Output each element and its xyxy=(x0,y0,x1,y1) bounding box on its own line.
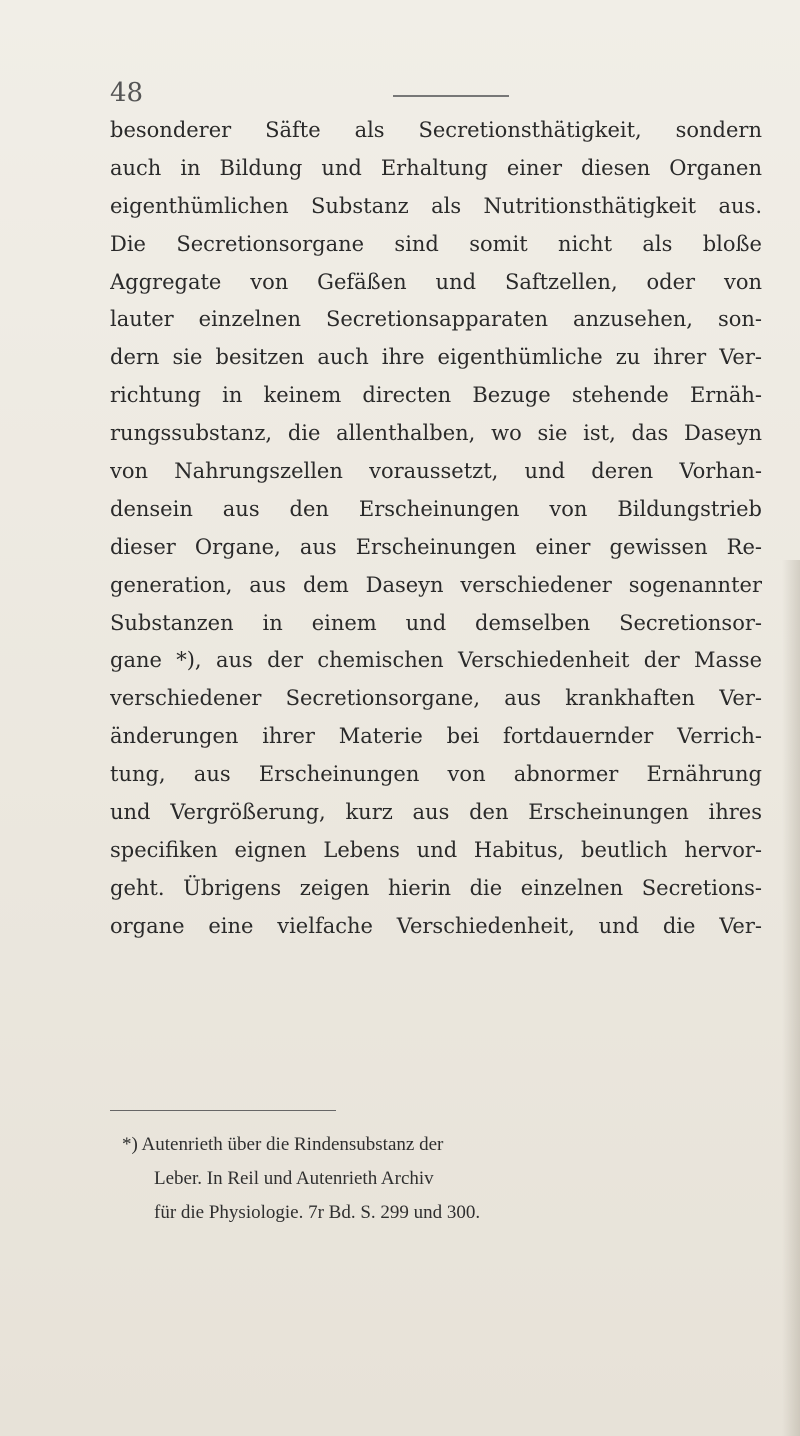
header-rule xyxy=(393,95,509,97)
text-line: densein aus den Erscheinungen von Bildungstrieb xyxy=(110,496,762,521)
text-line: Substanzen in einem und demselben Secretionsor- xyxy=(110,610,762,635)
text-line: von Nahrungszellen voraussetzt, und deren Vorhan- xyxy=(110,459,762,484)
text-line: verschiedener Secretionsorgane, aus krankhaften Ver- xyxy=(110,686,762,711)
text-line: und Vergrößerung, kurz aus den Erscheinungen ihres xyxy=(110,800,762,825)
text-line: auch in Bildung und Erhaltung einer diesen Organen xyxy=(110,155,762,180)
text-line: lauter einzelnen Secretionsapparaten anzusehen, son- xyxy=(110,307,762,332)
text-line: gane *), aus der chemischen Verschiedenheit der Masse xyxy=(110,648,762,673)
footnote-line: *) Autenrieth über die Rindensubstanz der xyxy=(122,1134,444,1155)
text-line: organe eine vielfache Verschiedenheit, und die Ver- xyxy=(110,913,762,938)
text-line: specifiken eignen Lebens und Habitus, beutlich hervor- xyxy=(110,837,762,862)
footnote-rule xyxy=(110,1110,336,1111)
text-line: dern sie besitzen auch ihre eigenthümliche zu ihrer Ver- xyxy=(110,345,762,370)
text-line: Die Secretionsorgane sind somit nicht als bloße xyxy=(110,231,762,256)
text-line: geht. Übrigens zeigen hierin die einzelnen Secretions- xyxy=(110,875,762,900)
text-line: Aggregate von Gefäßen und Saftzellen, oder von xyxy=(110,269,762,294)
page-number: 48 xyxy=(110,78,144,108)
body-text xyxy=(110,112,762,946)
text-line: generation, aus dem Daseyn verschiedener sogenannter xyxy=(110,572,762,597)
text-line: eigenthümlichen Substanz als Nutritionsthätigkeit aus. xyxy=(110,193,762,218)
page-edge-shadow xyxy=(782,560,800,1436)
text-line: änderungen ihrer Materie bei fortdauernder Verrich- xyxy=(110,724,762,749)
text-line: besonderer Säfte als Secretionsthätigkeit, sondern xyxy=(110,118,762,142)
text-line: dieser Organe, aus Erscheinungen einer gewissen Re- xyxy=(110,534,762,559)
footnote xyxy=(122,1128,772,1230)
footnote-line: für die Physiologie. 7r Bd. S. 299 und 300. xyxy=(154,1202,481,1223)
text-line: tung, aus Erscheinungen von abnormer Ernährung xyxy=(110,762,762,787)
text-line: rungssubstanz, die allenthalben, wo sie ist, das Daseyn xyxy=(110,421,762,446)
footnote-line: Leber. In Reil und Autenrieth Archiv xyxy=(154,1168,434,1189)
text-line: richtung in keinem directen Bezuge stehende Ernäh- xyxy=(110,383,762,408)
